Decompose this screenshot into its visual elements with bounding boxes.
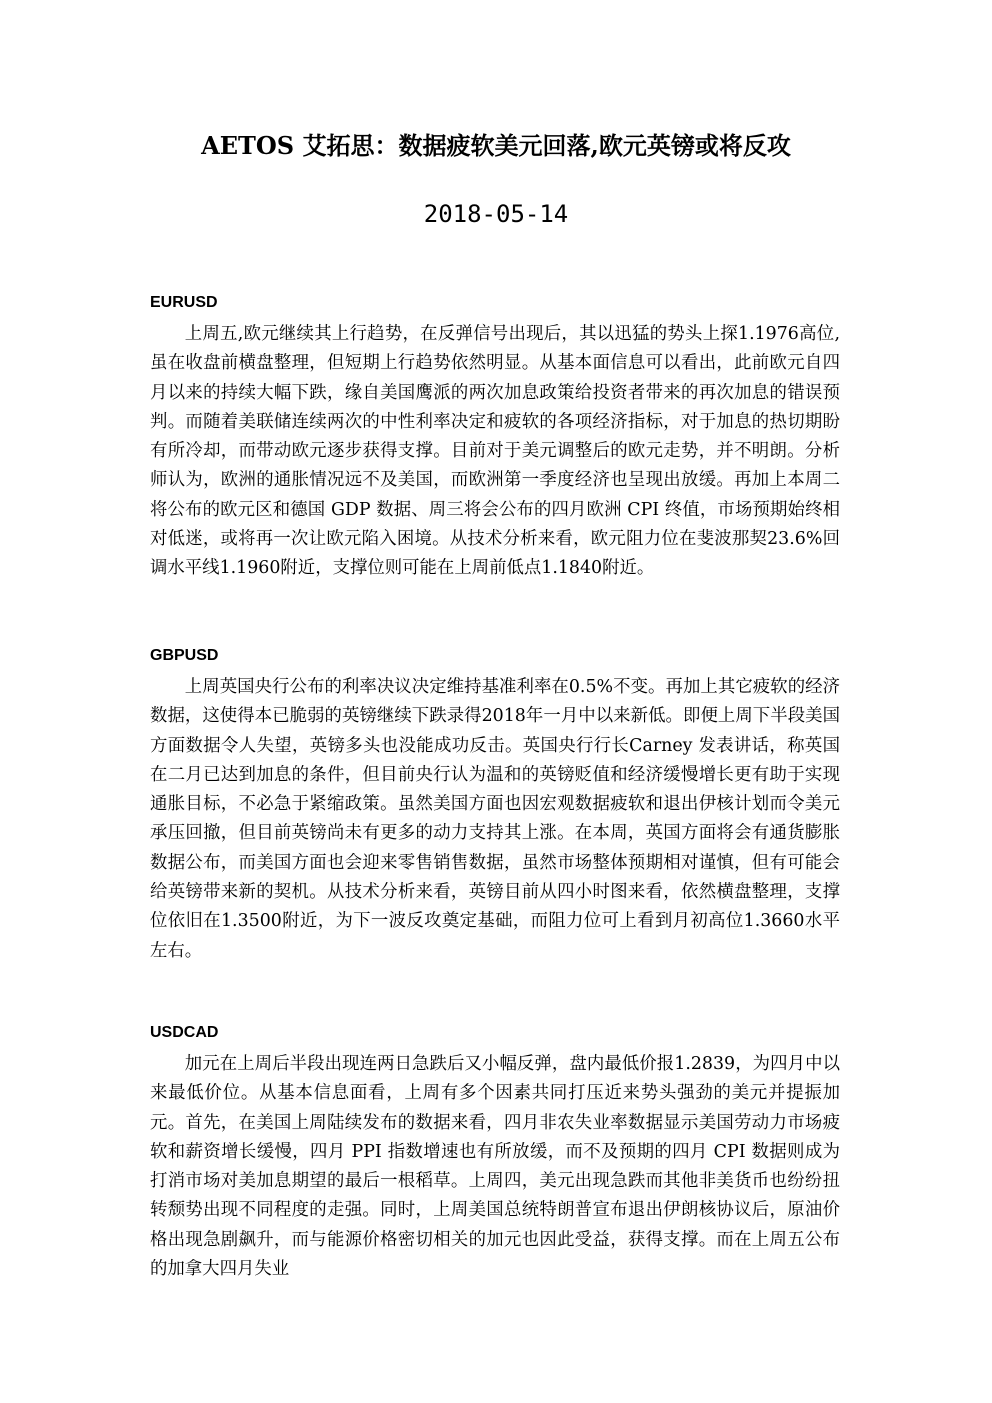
section-heading-usdcad: USDCAD: [150, 1024, 219, 1041]
section-heading-gbpusd: GBPUSD: [150, 647, 219, 664]
document-title: AETOS 艾拓思：数据疲软美元回落,欧元英镑或将反攻: [201, 131, 791, 160]
section-heading-eurusd: EURUSD: [150, 294, 218, 311]
section-paragraph-eurusd: 上周五,欧元继续其上行趋势，在反弹信号出现后，其以迅猛的势头上探1.1976高位,虽在收盘前横盘整理，但短期上行趋势依然明显。从基本面信息可以看出，此前欧元自四月以来的持续大幅下跌，缘自美国鹰派的两次加息政策给投资者带来的再次加息的错误预判。而随着美联储连续两次的中性利率决定和疲软的各项经济指标，对于加息的热切期盼有所冷却，而带动欧元逐步获得支撑。目前对于美元调整后的欧元走势，并不明朗。分析师认为，欧洲的通胀情况远不及美国，而欧洲第一季度经济也呈现出放缓。再加上本周二将公布的欧元区和德国 GDP 数据、周三将会公布的四月欧洲 CPI 终值，市场预期始终相对低迷，或将再一次让欧元陷入困境。从技术分析来看，欧元阻力位在斐波那契23.6%回调水平线1.1960附近，支撑位则可能在上周前低点1.1840附近。: [150, 324, 840, 579]
section-paragraph-gbpusd: 上周英国央行公布的利率决议决定维持基准利率在0.5%不变。再加上其它疲软的经济数据，这使得本已脆弱的英镑继续下跌录得2018年一月中以来新低。即便上周下半段美国方面数据令人失望，英镑多头也没能成功反击。英国央行行长Carney 发表讲话，称英国在二月已达到加息的条件，但目前央行认为温和的英镑贬值和经济缓慢增长更有助于实现通胀目标，不必急于紧缩政策。虽然美国方面也因宏观数据疲软和退出伊核计划而令美元承压回撤，但目前英镑尚未有更多的动力支持其上涨。在本周，英国方面将会有通货膨胀数据公布，而美国方面也会迎来零售销售数据，虽然市场整体预期相对谨慎，但有可能会给英镑带来新的契机。从技术分析来看，英镑目前从四小时图来看，依然横盘整理，支撑位依旧在1.3500附近，为下一波反攻奠定基础，而阻力位可上看到月初高位1.3660水平左右。: [150, 677, 840, 961]
document-date: 2018-05-14: [423, 200, 569, 228]
section-paragraph-usdcad: 加元在上周后半段出现连两日急跌后又小幅反弹，盘内最低价报1.2839，为四月中以来最低价位。从基本信息面看，上周有多个因素共同打压近来势头强劲的美元并提振加元。首先，在美国上周陆续发布的数据来看，四月非农失业率数据显示美国劳动力市场疲软和薪资增长缓慢，四月 PPI 指数增速也有所放缓，而不及预期的四月 CPI 数据则成为打消市场对美加息期望的最后一根稻草。上周四，美元出现急跌而其他非美货币也纷纷扭转颓势出现不同程度的走强。同时，上周美国总统特朗普宣布退出伊朗核协议后，原油价格出现急剧飙升，而与能源价格密切相关的加元也因此受益，获得支撑。而在上周五公布的加拿大四月失业: [150, 1054, 840, 1280]
